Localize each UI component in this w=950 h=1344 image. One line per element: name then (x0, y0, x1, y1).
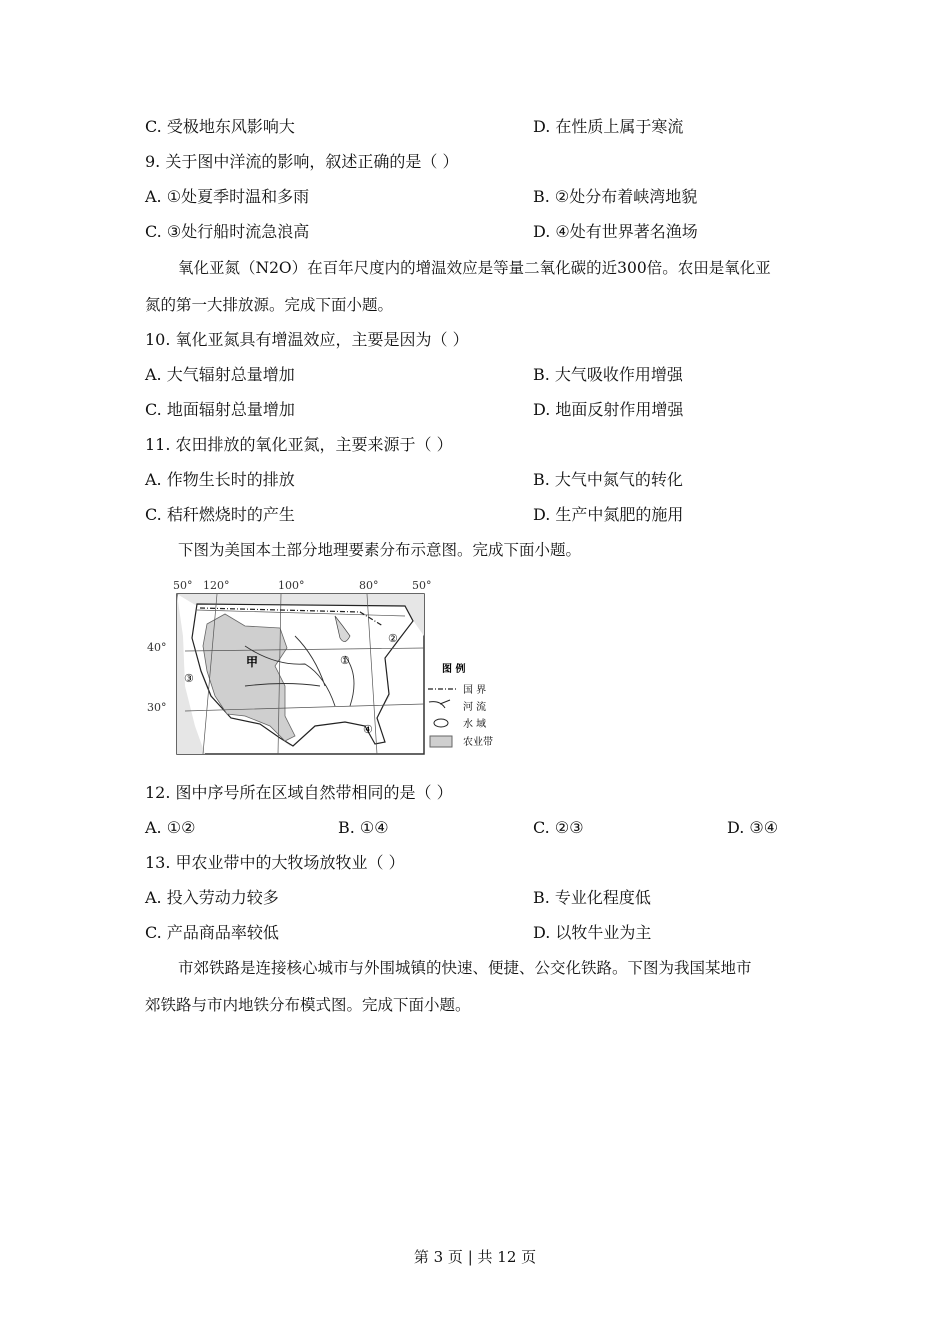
marker-1: ① (340, 654, 350, 667)
agri-icon (430, 736, 452, 747)
q10-option-c: C. 地面辐射总量增加 (145, 400, 295, 419)
q11-option-a: A. 作物生长时的排放 (145, 470, 295, 489)
marker-3: ③ (184, 672, 194, 685)
region-jia-label: 甲 (246, 655, 259, 669)
passage-2: 下图为美国本土部分地理要素分布示意图。完成下面小题。 (178, 541, 582, 559)
q13-option-b: B. 专业化程度低 (533, 888, 651, 907)
legend-agri: 农业带 (463, 737, 493, 748)
q10-option-d: D. 地面反射作用增强 (533, 400, 684, 419)
q13-stem: 13. 甲农业带中的大牧场放牧业（ ） (145, 853, 405, 872)
passage-3-line-2: 郊铁路与市内地铁分布模式图。完成下面小题。 (145, 996, 471, 1014)
marker-4: ④ (363, 723, 373, 736)
q8-option-d: D. 在性质上属于寒流 (533, 117, 684, 136)
lon-label: 100° (278, 579, 305, 592)
marker-2: ② (388, 632, 398, 645)
q12-option-a: A. ①② (145, 818, 196, 837)
passage-1-line-2: 氮的第一大排放源。完成下面小题。 (145, 296, 394, 314)
map-legend (428, 662, 493, 748)
legend-border: 国 界 (463, 685, 487, 696)
q10-stem: 10. 氧化亚氮具有增温效应，主要是因为（ ） (145, 330, 469, 349)
q10-option-b: B. 大气吸收作用增强 (533, 365, 683, 384)
q11-stem: 11. 农田排放的氧化亚氮，主要来源于（ ） (145, 435, 453, 454)
legend-title: 图 例 (442, 664, 466, 675)
passage-1-line-1: 氧化亚氮（N2O）在百年尺度内的增温效应是等量二氧化碳的近300倍。农田是氧化亚 (178, 259, 771, 277)
q9-option-d: D. ④处有世界著名渔场 (533, 222, 698, 241)
water-icon (434, 719, 448, 727)
q9-option-a: A. ①处夏季时温和多雨 (145, 187, 310, 206)
q11-option-b: B. 大气中氮气的转化 (533, 470, 683, 489)
q12-stem: 12. 图中序号所在区域自然带相同的是（ ） (145, 783, 453, 802)
q9-option-b: B. ②处分布着峡湾地貌 (533, 187, 698, 206)
legend-water: 水 域 (463, 719, 487, 730)
q11-option-c: C. 秸秆燃烧时的产生 (145, 505, 295, 524)
page-footer: 第 3 页 | 共 12 页 (413, 1248, 537, 1266)
q13-option-c: C. 产品商品率较低 (145, 923, 279, 942)
q13-option-a: A. 投入劳动力较多 (145, 888, 279, 907)
q8-option-c: C. 受极地东风影响大 (145, 117, 295, 136)
q10-option-a: A. 大气辐射总量增加 (145, 365, 295, 384)
q12-option-b: B. ①④ (338, 818, 389, 837)
river-icon (429, 700, 450, 708)
q13-option-d: D. 以牧牛业为主 (533, 923, 652, 942)
lon-label: 80° (359, 579, 379, 592)
q11-option-d: D. 生产中氮肥的施用 (533, 505, 684, 524)
q9-option-c: C. ③处行船时流急浪高 (145, 222, 310, 241)
q12-option-d: D. ③④ (727, 818, 779, 837)
us-map-figure (145, 576, 505, 758)
lat-label: 30° (147, 701, 167, 714)
q12-option-c: C. ②③ (533, 818, 584, 837)
lon-label: 50° (412, 579, 432, 592)
lon-label: 120° (203, 579, 230, 592)
q9-stem: 9. 关于图中洋流的影响，叙述正确的是（ ） (145, 152, 459, 171)
passage-3-line-1: 市郊铁路是连接核心城市与外围城镇的快速、便捷、公交化铁路。下图为我国某地市 (178, 959, 752, 977)
lat-label: 40° (147, 641, 167, 654)
legend-river: 河 流 (463, 702, 487, 713)
lon-label: 50° (173, 579, 193, 592)
